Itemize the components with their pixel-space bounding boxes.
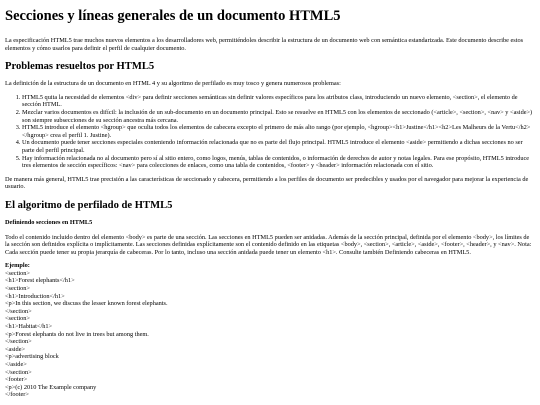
list-item: 1. HTML5 quita la necesidad de elementos <div> para definir secciones semánticas sin definir valores específicos para los atributos class, introduciendo un nuevo elemento, <section>, el elemento de sección HTML. bbox=[22, 94, 534, 109]
example-label: Ejemplo: bbox=[5, 262, 30, 270]
code-example bbox=[5, 270, 534, 399]
list-item: 2. Mezclar varios documentos es difícil: la inclusión de un sub-documento en un documento principal. Esto se resuelve en HTML5 con los elementos de seccionado (<article>, <section>, <nav> y <aside>) son siempre subsecciones de su sección ancestra más cercana. bbox=[22, 109, 534, 124]
problems-list bbox=[5, 94, 534, 170]
code-line: </aside> bbox=[5, 361, 27, 368]
list-item: 5. Hay información relacionada no al documento pero sí al sitio entero, como logos, menús, tablas de contenidos, o información de derechos de autor y notas legales. Para ese propósito, HTML5 introduce tres elementos de sección específicos: <nav> para colecciones de enlaces, como una tabla de contenidos, <footer> y <header> información relacionada con el sitio. bbox=[22, 155, 534, 170]
code-line: <section> bbox=[5, 285, 30, 293]
code-line: <footer> bbox=[5, 376, 28, 384]
code-line: </section> bbox=[5, 307, 32, 315]
code-line: <h1>Forest elephants</h1> bbox=[5, 277, 75, 285]
code-line: <section> bbox=[5, 269, 30, 277]
problems-paragraph: La definición de la estructura de un documento en HTML 4 y su algoritmo de perfilado es muy tosco y genera numerosos problemas: bbox=[5, 80, 341, 88]
code-line: <h1>Habitat</h1> bbox=[5, 323, 53, 331]
intro-paragraph: La especificación HTML5 trae muchos nuevos elementos a los desarrolladores web, permitiéndoles describir la estructura de un documento web con semántica estandarizada. Este documento describe estos elementos y cómo usarlos para definir el perfil de cualquier documento. bbox=[5, 37, 524, 52]
code-line: <p>Forest elephants do not live in trees but among them. bbox=[5, 330, 149, 338]
list-item: 3. HTML5 introduce el elemento <hgroup> que oculta todos los elementos de cabecera excepto el primero de más alto rango (por ejemplo, <hgroup><h1>Justine</h1><h2>Les Malheurs de la Vertu</h2></hgroup> crea el perfil 1. Justine). bbox=[22, 124, 534, 139]
section-heading-problems: Problemas resueltos por HTML5 bbox=[5, 61, 155, 73]
code-line: <p>(c) 2010 The Example company bbox=[5, 383, 97, 391]
code-line: <p>In this section, we discuss the lesser known forest elephants. bbox=[5, 300, 168, 308]
list-item: 4. Un documento puede tener secciones especiales conteniendo información relacionada que no es parte del flujo principal. HTML5 introduce el elemento <aside> permitiendo a dichas secciones no ser parte del perfil principal. bbox=[22, 139, 534, 154]
code-line: <aside> bbox=[5, 345, 26, 353]
algorithm-paragraph: Todo el contenido incluido dentro del elemento <body> es parte de una sección. Las secciones en HTML5 pueden ser anidadas. Además de la sección principal, definida por el elemento <body>, los límites de la sección son definidos explícita o implícitamente. Las secciones definidas explícitamente son el contenido definido en las etiquetas <body>, <section>, <article>, <aside>, <footer>, <header>, y <nav>. Nota: Cada sección puede tener su propia jerarquía de cabeceras. Por lo tanto, incluso una sección anidada puede tener un elemento <h1>. Consulte también Definiendo cabeceras en HTML5. bbox=[5, 233, 532, 256]
subheading-defining-sections: Definiendo secciones en HTML5 bbox=[5, 218, 93, 226]
code-line: <section> bbox=[5, 315, 30, 323]
code-line: </footer> bbox=[5, 391, 29, 399]
section-heading-algorithm: El algoritmo de perfilado de HTML5 bbox=[5, 199, 173, 211]
page-title: Secciones y líneas generales de un documento HTML5 bbox=[5, 8, 341, 24]
code-line: </section> bbox=[5, 368, 32, 376]
closing-paragraph: De manera más general, HTML5 trae precisión a las características de seccionado y cabecera, permitiendo a los perfiles de documento ser predecibles y usados por el navegador para mejorar la experiencia de usuario. bbox=[5, 175, 529, 191]
code-line: </section> bbox=[5, 338, 32, 346]
code-line: <p>advertising block bbox=[5, 353, 59, 361]
code-line: <h1>Introduction</h1> bbox=[5, 292, 65, 300]
